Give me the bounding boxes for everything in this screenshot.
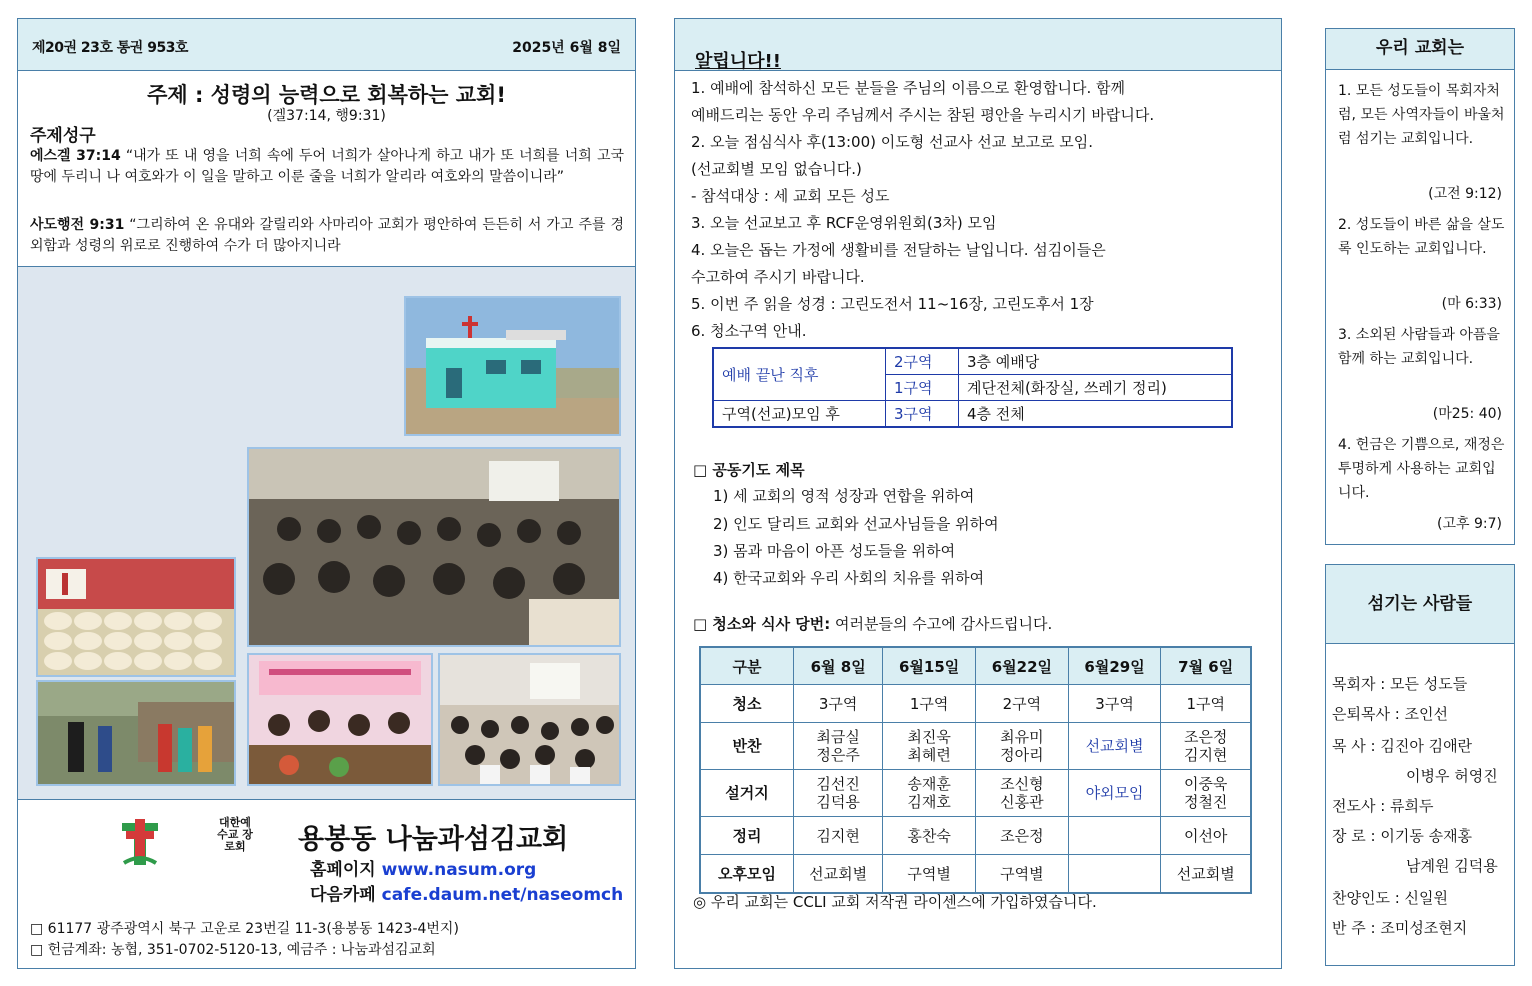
vision-ref: (마25: 40) [1432, 406, 1502, 422]
vision-title: 우리 교회는 [1326, 29, 1514, 70]
verse-heading: 주제성구 [30, 126, 96, 146]
outdoor-gathering-photo [36, 680, 236, 786]
children-gathering-photo [438, 653, 621, 786]
duty-heading [693, 613, 1052, 634]
offering-account: □ 헌금계좌: 농협, 351-0702-5120-13, 예금주 : 나눔과섬김교회 [30, 942, 436, 958]
duty-cell: 1구역 [1161, 685, 1251, 723]
verse-ref: 에스겔 37:14 [30, 148, 121, 164]
announcement-line: - 참석대상 : 세 교회 모든 성도 [691, 187, 890, 205]
announcement-line: 1. 예배에 참석하신 모든 분들을 주님의 이름으로 환영합니다. 함께 [691, 79, 1125, 97]
duty-col-header: 6월 8일 [794, 647, 883, 685]
announcements-panel [674, 18, 1282, 969]
server-line: 반 주 : 조미성조현지 [1332, 919, 1468, 937]
server-line: 장 로 : 이기동 송재홍 [1332, 827, 1473, 845]
cleaning-zone: 2구역 [886, 348, 959, 375]
issue-number: 제20권 23호 통권 953호 [32, 40, 188, 56]
prayer-heading: □ 공동기도 제목 [693, 461, 805, 479]
cafe-label: 다음카페 [310, 885, 376, 905]
prayer-item: 2) 인도 달리트 교회와 선교사님들을 위하여 [713, 515, 999, 533]
announcement-line: 2. 오늘 점심식사 후(13:00) 이도형 선교사 선교 보고로 모임. [691, 133, 1093, 151]
duty-cell: 송재훈 김재호 [883, 770, 976, 817]
announcement-line: 5. 이번 주 읽을 성경 : 고린도전서 11~16장, 고린도후서 1장 [691, 295, 1094, 313]
cleaning-zone: 1구역 [886, 375, 959, 401]
cleaning-area: 4층 전체 [959, 401, 1233, 428]
cleaning-area: 3층 예배당 [959, 348, 1233, 375]
duty-row-header: 반찬 [700, 723, 794, 770]
server-line: 은퇴목사 : 조인선 [1332, 705, 1449, 723]
duty-cell [1068, 855, 1161, 894]
cleaning-time: 예배 끝난 직후 [713, 348, 886, 401]
prayer-item: 3) 몸과 마음이 아픈 성도들을 위하여 [713, 542, 956, 560]
duty-cell: 조은정 김지현 [1161, 723, 1251, 770]
duty-cell: 야외모임 [1068, 770, 1161, 817]
duty-row-header: 정리 [700, 817, 794, 855]
rice-bags-photo [36, 557, 236, 677]
prayer-item: 1) 세 교회의 영적 성장과 연합을 위하여 [713, 487, 975, 505]
duty-cell: 선교회별 [1068, 723, 1161, 770]
duty-cell: 조은정 [976, 817, 1069, 855]
theme-reference: (겔37:14, 행9:31) [267, 108, 386, 124]
church-logo-icon [116, 817, 164, 873]
duty-cell: 최진욱 최혜련 [883, 723, 976, 770]
ccli-notice: ◎ 우리 교회는 CCLI 교회 저작권 라이센스에 가입하였습니다. [693, 893, 1097, 911]
duty-row-header: 청소 [700, 685, 794, 723]
duty-cell: 3구역 [1068, 685, 1161, 723]
duty-row [700, 855, 1251, 894]
cleaning-time: 구역(선교)모임 후 [713, 401, 886, 428]
announcement-line: 예배드리는 동안 우리 주님께서 주시는 참된 평안을 누리시기 바랍니다. [691, 106, 1155, 124]
cleaning-zone-table [712, 347, 1233, 428]
cafe-link[interactable]: cafe.daum.net/naseomch [381, 885, 624, 905]
server-line: 목 사 : 김진아 김애란 [1332, 737, 1473, 755]
duty-row [700, 723, 1251, 770]
announcements-header [675, 19, 1281, 71]
duty-cell: 선교회별 [1161, 855, 1251, 894]
duty-row [700, 817, 1251, 855]
cleaning-area: 계단전체(화장실, 쓰레기 정리) [959, 375, 1233, 401]
duty-row-header: 오후모임 [700, 855, 794, 894]
verse-text: “내가 또 내 영을 너희 속에 두어 너희가 살아나게 하고 내가 또 너희를 너희 고국 땅에 두리니 나 여호와가 이 일을 말하고 이룬 줄을 너희가 알리라 여호와의 말씀이니라” [30, 148, 624, 185]
vision-ref: (마 6:33) [1441, 296, 1502, 312]
duty-heading-note: 여러분들의 수고에 감사드립니다. [830, 615, 1053, 633]
duty-cell: 선교회별 [794, 855, 883, 894]
duty-col-header: 7월 6일 [1161, 647, 1251, 685]
duty-col-header: 6월29일 [1068, 647, 1161, 685]
verse-ref: 사도행전 9:31 [30, 217, 125, 233]
duty-header-row [700, 647, 1251, 685]
homepage [310, 855, 536, 880]
announcement-line: (선교회별 모임 없습니다.) [691, 160, 862, 178]
duty-cell: 3구역 [794, 685, 883, 723]
vision-ref: (고후 9:7) [1437, 516, 1502, 532]
duty-cell: 김선진 김덕용 [794, 770, 883, 817]
verse-acts [30, 215, 624, 257]
duty-cell: 구역별 [883, 855, 976, 894]
duty-table [699, 646, 1252, 894]
homepage-label: 홈페이지 [310, 860, 376, 880]
server-line: 이병우 허영진 [1406, 767, 1498, 785]
congregation-photo [247, 447, 621, 647]
duty-heading-label: □ 청소와 식사 당번: [693, 615, 831, 633]
bulletin-cover [17, 18, 636, 969]
issue-bar [18, 19, 635, 71]
vision-ref: (고전 9:12) [1428, 186, 1502, 202]
issue-date: 2025년 6월 8일 [512, 40, 621, 56]
homepage-link[interactable]: www.nasum.org [381, 860, 537, 880]
duty-cell: 최금실 정은주 [794, 723, 883, 770]
vision-item: 2. 성도들이 바른 삶을 살도록 인도하는 교회입니다. [1338, 217, 1505, 257]
denomination: 대한예수교 장로회 [217, 816, 253, 853]
women-banner-photo [247, 653, 433, 786]
duty-col-header: 6월22일 [976, 647, 1069, 685]
announcement-line: 4. 오늘은 돕는 가정에 생활비를 전달하는 날입니다. 섬김이들은 [691, 241, 1106, 259]
announcement-line: 3. 오늘 선교보고 후 RCF운영위원회(3차) 모임 [691, 214, 997, 232]
verse-text: “그리하여 온 유대와 갈릴리와 사마리아 교회가 평안하여 든든히 서 가고 주를 경외함과 성령의 위로로 진행하여 수가 더 많아지니라 [30, 217, 624, 254]
duty-cell: 홍찬숙 [883, 817, 976, 855]
vision-item: 4. 헌금은 기쁨으로, 재정은 투명하게 사용하는 교회입니다. [1338, 437, 1505, 501]
duty-cell [1068, 817, 1161, 855]
server-line: 전도사 : 류희두 [1332, 797, 1434, 815]
server-line: 남계원 김덕용 [1406, 857, 1498, 875]
sermon-theme: 주제 : 성령의 능력으로 회복하는 교회! [147, 83, 506, 107]
church-name: 용봉동 나눔과섬김교회 [298, 824, 569, 855]
server-line: 목회자 : 모든 성도들 [1332, 675, 1468, 693]
cleaning-zone: 3구역 [886, 401, 959, 428]
announcement-line: 수고하여 주시기 바랍니다. [691, 268, 865, 286]
photo-collage [18, 266, 635, 800]
duty-cell: 조신형 신홍관 [976, 770, 1069, 817]
servers-title: 섬기는 사람들 [1326, 565, 1514, 644]
prayer-item: 4) 한국교회와 우리 사회의 치유를 위하여 [713, 569, 985, 587]
duty-cell: 이선아 [1161, 817, 1251, 855]
verse-ezekiel [30, 146, 624, 188]
duty-cell: 1구역 [883, 685, 976, 723]
duty-cell: 최유미 정아리 [976, 723, 1069, 770]
duty-row [700, 685, 1251, 723]
announcements-title: 알립니다!! [695, 51, 781, 72]
church-building-photo [404, 296, 621, 436]
vision-item: 3. 소외된 사람들과 아픔을 함께 하는 교회입니다. [1338, 327, 1500, 367]
servers-panel [1325, 564, 1515, 966]
church-address: □ 61177 광주광역시 북구 고운로 23번길 11-3(용봉동 1423-4번지) [30, 921, 459, 937]
duty-cell: 2구역 [976, 685, 1069, 723]
duty-body [700, 685, 1251, 894]
duty-col-header: 구분 [700, 647, 794, 685]
announcement-line: 6. 청소구역 안내. [691, 322, 807, 340]
vision-item: 1. 모든 성도들이 목회자처럼, 모든 사역자들이 바울처럼 섬기는 교회입니다. [1338, 83, 1505, 147]
server-line: 찬양인도 : 신일원 [1332, 889, 1449, 907]
duty-cell: 구역별 [976, 855, 1069, 894]
duty-col-header: 6월15일 [883, 647, 976, 685]
duty-row [700, 770, 1251, 817]
duty-cell: 이중욱 정철진 [1161, 770, 1251, 817]
duty-cell: 김지현 [794, 817, 883, 855]
church-vision-panel [1325, 28, 1515, 545]
duty-row-header: 설거지 [700, 770, 794, 817]
cafe [310, 880, 623, 905]
